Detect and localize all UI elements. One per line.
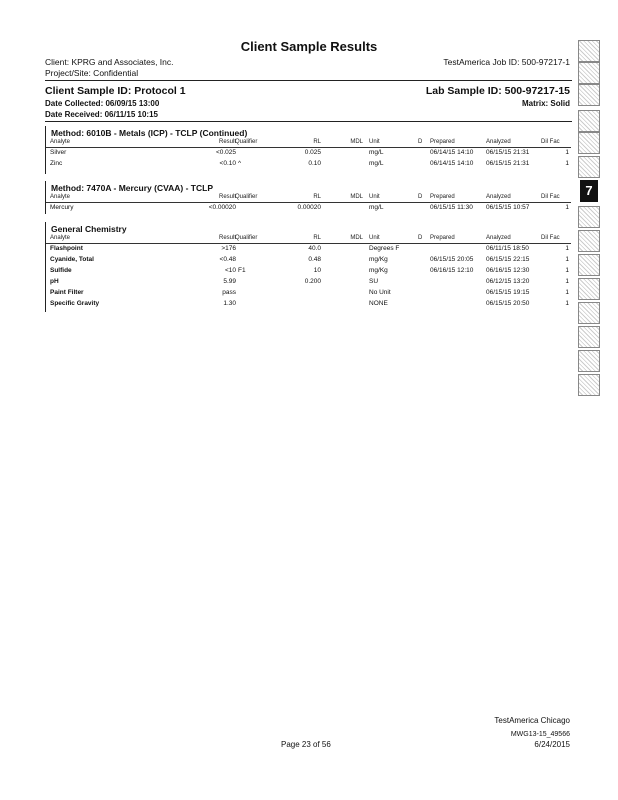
table-row <box>46 278 571 289</box>
cell-analyzed: 06/12/15 13:20 <box>486 278 530 285</box>
cell-rl: 10 <box>313 267 321 274</box>
cell-unit: mg/Kg <box>369 256 388 263</box>
tab-icon-12 <box>578 302 600 324</box>
results-section <box>45 126 571 174</box>
table-row <box>46 267 571 278</box>
cell-prepared: 06/15/15 11:30 <box>430 204 473 211</box>
lab-sample-id: Lab Sample ID: 500-97217-15 <box>425 85 570 97</box>
results-section <box>45 222 571 312</box>
footer-doc-id: MWG13-15_49566 <box>510 731 570 738</box>
cell-dilfac: 1 <box>565 204 569 211</box>
column-header-dilfac: Dil Fac <box>541 194 560 200</box>
cell-dilfac: 1 <box>565 160 569 167</box>
cell-rl: 0.00020 <box>297 204 321 211</box>
column-header-prepared: Prepared <box>430 235 455 241</box>
cell-analyte: Specific Gravity <box>50 300 100 307</box>
section-title: Method: 7470A - Mercury (CVAA) - TCLP <box>51 183 213 193</box>
cell-analyzed: 06/15/15 22:15 <box>486 256 530 263</box>
client-sample-id: Client Sample ID: Protocol 1 <box>45 85 186 97</box>
cell-dilfac: 1 <box>565 267 569 274</box>
page-title: Client Sample Results <box>240 39 378 54</box>
section-tab-7: 7 <box>580 180 598 202</box>
column-header-unit: Unit <box>369 139 380 145</box>
column-header-dilfac: Dil Fac <box>541 139 560 145</box>
cell-rl: 0.025 <box>304 149 321 156</box>
cell-unit: mg/L <box>369 204 384 211</box>
cell-result: <0.00020 <box>208 204 236 211</box>
tab-icon-10 <box>578 254 600 276</box>
column-header-mdl: MDL <box>350 139 363 145</box>
column-header-rl: RL <box>313 235 321 241</box>
table-row <box>46 245 571 256</box>
cell-analyte: Paint Filter <box>50 289 84 296</box>
column-header-prepared: Prepared <box>430 139 455 145</box>
date-received: Date Received: 06/11/15 10:15 <box>45 110 158 119</box>
column-header-qualifier: Qualifier <box>235 235 258 241</box>
cell-analyte: Sulfide <box>50 267 72 274</box>
column-header-rl: RL <box>313 194 321 200</box>
cell-result: 1.30 <box>223 300 236 307</box>
cell-prepared: 06/14/15 14:10 <box>430 160 474 167</box>
cell-analyzed: 06/15/15 21:31 <box>486 160 530 167</box>
cell-result: 5.99 <box>223 278 236 285</box>
column-header-d: D <box>418 194 423 200</box>
column-header-result: Result <box>218 194 236 200</box>
section-title: General Chemistry <box>51 224 127 234</box>
matrix: Matrix: Solid <box>521 99 570 108</box>
cell-unit: mg/Kg <box>369 267 388 274</box>
column-header-analyzed: Analyzed <box>486 194 511 200</box>
cell-analyzed: 06/15/15 21:31 <box>486 149 530 156</box>
cell-rl: 40.0 <box>308 245 321 252</box>
section-title: Method: 6010B - Metals (ICP) - TCLP (Continued) <box>51 128 248 138</box>
cell-analyte: pH <box>50 278 59 285</box>
results-section <box>45 181 571 214</box>
tab-icon-14 <box>578 350 600 372</box>
tab-icon-1 <box>578 40 600 62</box>
footer-page-number: Page 23 of 56 <box>281 740 331 749</box>
cell-analyte: Mercury <box>50 204 74 211</box>
table-row <box>46 149 571 160</box>
cell-dilfac: 1 <box>565 245 569 252</box>
cell-prepared: 06/16/15 12:10 <box>430 267 474 274</box>
tab-icon-5 <box>578 132 600 154</box>
tab-icon-13 <box>578 326 600 348</box>
cell-dilfac: 1 <box>565 149 569 156</box>
cell-rl: 0.200 <box>304 278 321 285</box>
table-row <box>46 289 571 300</box>
cell-analyzed: 06/15/15 19:15 <box>486 289 530 296</box>
column-header-analyzed: Analyzed <box>486 139 511 145</box>
cell-result: >176 <box>221 245 236 252</box>
cell-result: <0.48 <box>219 256 236 263</box>
cell-unit: Degrees F <box>369 245 400 252</box>
table-row <box>46 300 571 311</box>
column-header-result: Result <box>218 235 236 241</box>
cell-dilfac: 1 <box>565 300 569 307</box>
cell-analyte: Cyanide, Total <box>50 256 94 263</box>
header-underline <box>46 147 571 148</box>
column-header-result: Result <box>218 139 236 145</box>
header-rule <box>45 80 572 81</box>
cell-result: <0.025 <box>215 149 236 156</box>
client-name: Client: KPRG and Associates, Inc. <box>45 57 174 67</box>
column-header-unit: Unit <box>369 235 380 241</box>
cell-unit: NONE <box>369 300 388 307</box>
cell-qualifier: F1 <box>238 267 246 274</box>
tab-icon-4 <box>578 110 600 132</box>
table-row <box>46 160 571 171</box>
project-site: Project/Site: Confidential <box>45 68 139 78</box>
cell-unit: mg/L <box>369 160 384 167</box>
column-header-unit: Unit <box>369 194 380 200</box>
table-row <box>46 204 571 215</box>
column-header-mdl: MDL <box>350 194 363 200</box>
cell-dilfac: 1 <box>565 278 569 285</box>
cell-rl: 0.48 <box>308 256 321 263</box>
column-header-d: D <box>418 235 423 241</box>
cell-analyzed: 06/11/15 18:50 <box>486 245 529 252</box>
cell-result: pass <box>222 289 236 296</box>
job-id: TestAmerica Job ID: 500-97217-1 <box>443 57 570 67</box>
cell-rl: 0.10 <box>308 160 321 167</box>
cell-qualifier: ^ <box>238 160 242 167</box>
date-collected: Date Collected: 06/09/15 13:00 <box>45 99 160 108</box>
column-header-analyte: Analyte <box>50 194 71 200</box>
column-header-qualifier: Qualifier <box>235 194 258 200</box>
cell-unit: SU <box>369 278 379 285</box>
sample-rule <box>45 121 572 122</box>
footer-date: 6/24/2015 <box>534 740 570 749</box>
tab-icon-8 <box>578 206 600 228</box>
header-underline <box>46 202 571 203</box>
cell-unit: mg/L <box>369 149 384 156</box>
column-header-prepared: Prepared <box>430 194 455 200</box>
tab-icon-11 <box>578 278 600 300</box>
cell-analyzed: 06/15/15 10:57 <box>486 204 530 211</box>
cell-analyzed: 06/16/15 12:30 <box>486 267 530 274</box>
header-underline <box>46 243 571 244</box>
column-header-analyte: Analyte <box>50 235 71 241</box>
column-header-analyte: Analyte <box>50 139 71 145</box>
column-header-rl: RL <box>313 139 321 145</box>
cell-dilfac: 1 <box>565 289 569 296</box>
cell-prepared: 06/15/15 20:05 <box>430 256 474 263</box>
cell-prepared: 06/14/15 14:10 <box>430 149 474 156</box>
tab-icon-15 <box>578 374 600 396</box>
column-header-dilfac: Dil Fac <box>541 235 560 241</box>
column-header-qualifier: Qualifier <box>235 139 258 145</box>
footer-lab-name: TestAmerica Chicago <box>494 716 570 725</box>
table-row <box>46 256 571 267</box>
tab-icon-3 <box>578 84 600 106</box>
cell-analyte: Zinc <box>50 160 63 167</box>
tab-icon-2 <box>578 62 600 84</box>
cell-dilfac: 1 <box>565 256 569 263</box>
cell-result: <10 <box>224 267 236 274</box>
cell-analyzed: 06/15/15 20:50 <box>486 300 530 307</box>
cell-unit: No Unit <box>369 289 391 296</box>
tab-icon-6 <box>578 156 600 178</box>
cell-analyte: Flashpoint <box>50 245 83 252</box>
column-header-d: D <box>418 139 423 145</box>
column-header-mdl: MDL <box>350 235 363 241</box>
cell-result: <0.10 <box>219 160 236 167</box>
column-header-analyzed: Analyzed <box>486 235 511 241</box>
tab-icon-9 <box>578 230 600 252</box>
cell-analyte: Silver <box>50 149 67 156</box>
